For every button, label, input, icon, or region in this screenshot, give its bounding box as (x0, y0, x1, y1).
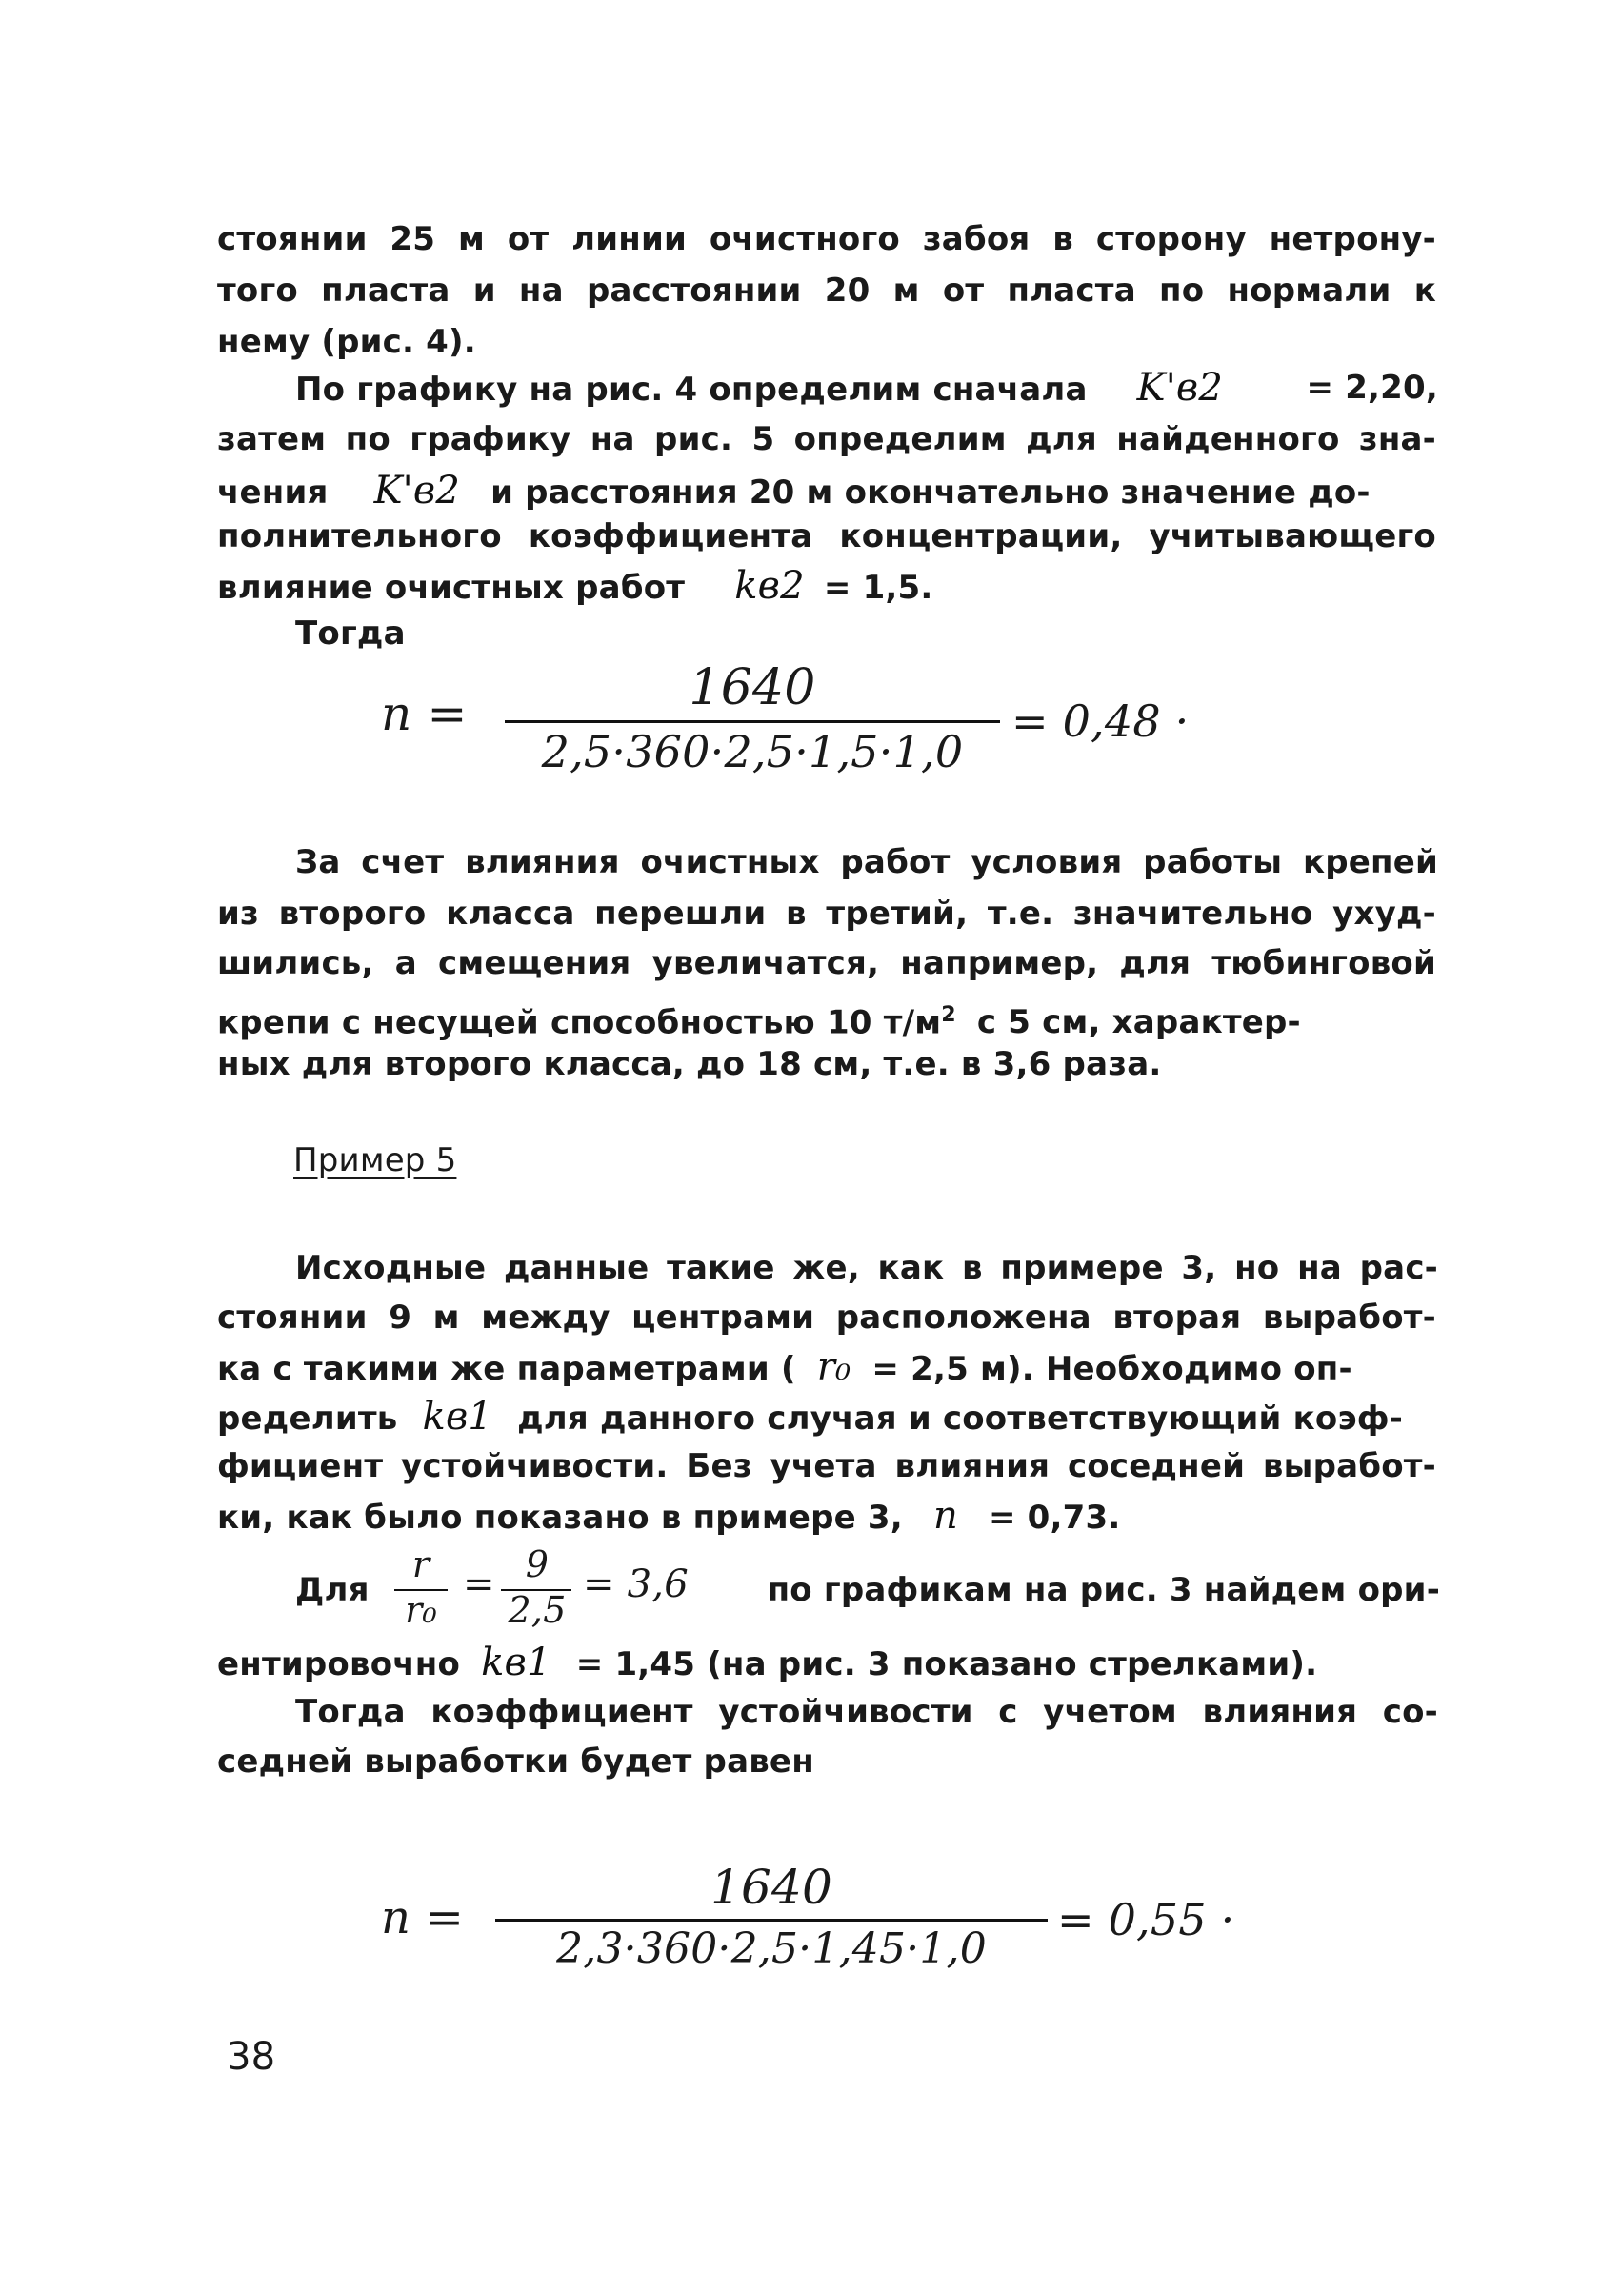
text-fragment: ределить (217, 1400, 398, 1438)
text-line: ных для второго класса, до 18 см, т.е. в 3,6 раза. (217, 1045, 1162, 1083)
formula-numerator: 1640 (689, 659, 816, 716)
formula-numerator: 1640 (710, 1860, 833, 1915)
math-symbol: n (932, 1494, 958, 1538)
text-line: стоянии 25 м от линии очистного забоя в сторону нетрону- (217, 220, 1436, 258)
fraction-numerator: r (411, 1543, 430, 1585)
formula-result: = 0,48 · (1011, 695, 1190, 747)
text-line (217, 1343, 1436, 1391)
math-symbol: K'в2 (1136, 366, 1224, 410)
text-line: Исходные данные такие же, как в примере 3, но на рас- (295, 1249, 1438, 1287)
math-symbol: r₀ (816, 1345, 851, 1389)
text-line: затем по графику на рис. 5 определим для найденного зна- (217, 420, 1436, 458)
fraction-denominator: r₀ (405, 1589, 437, 1631)
text-fragment: По графику на рис. 4 определим сначала (295, 371, 1088, 409)
text-line: Тогда (295, 614, 406, 653)
math-symbol: kв1 (422, 1395, 493, 1439)
text-fragment: крепи с несущей способностью 10 т/м (217, 1003, 942, 1042)
section-heading: Пример 5 (293, 1141, 457, 1179)
text-fragment: Для (295, 1571, 370, 1609)
math-symbol: K'в2 (373, 469, 461, 513)
text-line (217, 1492, 1436, 1540)
text-fragment: по графикам на рис. 3 найдем ори- (767, 1571, 1440, 1609)
text-fragment: с 5 см, характер- (976, 1003, 1301, 1042)
text-fragment: для данного случая и соответствующий коэф- (517, 1400, 1404, 1438)
text-fragment: ки, как было показано в примере 3, (217, 1499, 903, 1537)
text-fragment: влияние очистных работ (217, 569, 686, 607)
fraction-bar (495, 1919, 1048, 1922)
text-line (217, 562, 1436, 610)
text-line: нему (рис. 4). (217, 323, 476, 361)
text-line (217, 1393, 1436, 1440)
text-line (217, 991, 1436, 1042)
text-line: фициент устойчивости. Без учета влияния соседней выработ- (217, 1447, 1436, 1485)
text-line: из второго класса перешли в третий, т.е. значительно ухуд- (217, 895, 1436, 933)
text-fragment: ка с такими же параметрами ( (217, 1350, 796, 1388)
formula-lhs: n = (381, 1891, 464, 1944)
page-number: 38 (227, 2035, 276, 2079)
text-fragment: = 2,20, (1306, 369, 1438, 407)
formula-result: = 0,55 · (1057, 1894, 1235, 1945)
equals-sign: = (463, 1562, 495, 1606)
formula-lhs: n = (381, 686, 468, 741)
text-line (217, 1639, 1436, 1686)
fraction-denominator: 2,5 (508, 1589, 567, 1631)
text-line (217, 467, 1436, 514)
text-line: седней выработки будет равен (217, 1742, 814, 1781)
text-line: стоянии 9 м между центрами расположена вторая выработ- (217, 1299, 1436, 1337)
text-line (295, 364, 1438, 412)
text-fragment: = 0,73. (988, 1499, 1121, 1537)
text-line: За счет влияния очистных работ условия работы крепей (295, 843, 1438, 881)
text-fragment: чения (217, 473, 329, 512)
formula-denominator: 2,3·360·2,5·1,45·1,0 (556, 1924, 987, 1973)
text-fragment: и расстояния 20 м окончательно значение до- (490, 473, 1371, 512)
fraction-bar (505, 720, 1000, 723)
approx-value: = 3,6 (583, 1562, 689, 1606)
text-line: полнительного коэффициента концентрации, учитывающего (217, 517, 1436, 555)
text-line: того пласта и на расстоянии 20 м от пласта по нормали к (217, 272, 1436, 310)
math-symbol: kв2 (734, 564, 805, 608)
math-symbol: kв1 (481, 1641, 551, 1684)
text-fragment: = 1,5. (823, 569, 933, 607)
text-line: шились, а смещения увеличатся, например, для тюбинговой (217, 944, 1436, 982)
superscript: 2 (941, 1002, 956, 1027)
fraction-numerator: 9 (525, 1543, 550, 1585)
text-fragment: = 1,45 (на рис. 3 показано стрелками). (575, 1645, 1318, 1683)
text-fragment: = 2,5 м). Необходимо оп- (871, 1350, 1352, 1388)
formula-denominator: 2,5·360·2,5·1,5·1,0 (541, 726, 964, 777)
text-line: Тогда коэффициент устойчивости с учетом влияния со- (295, 1693, 1438, 1731)
text-fragment: ентировочно (217, 1645, 461, 1683)
